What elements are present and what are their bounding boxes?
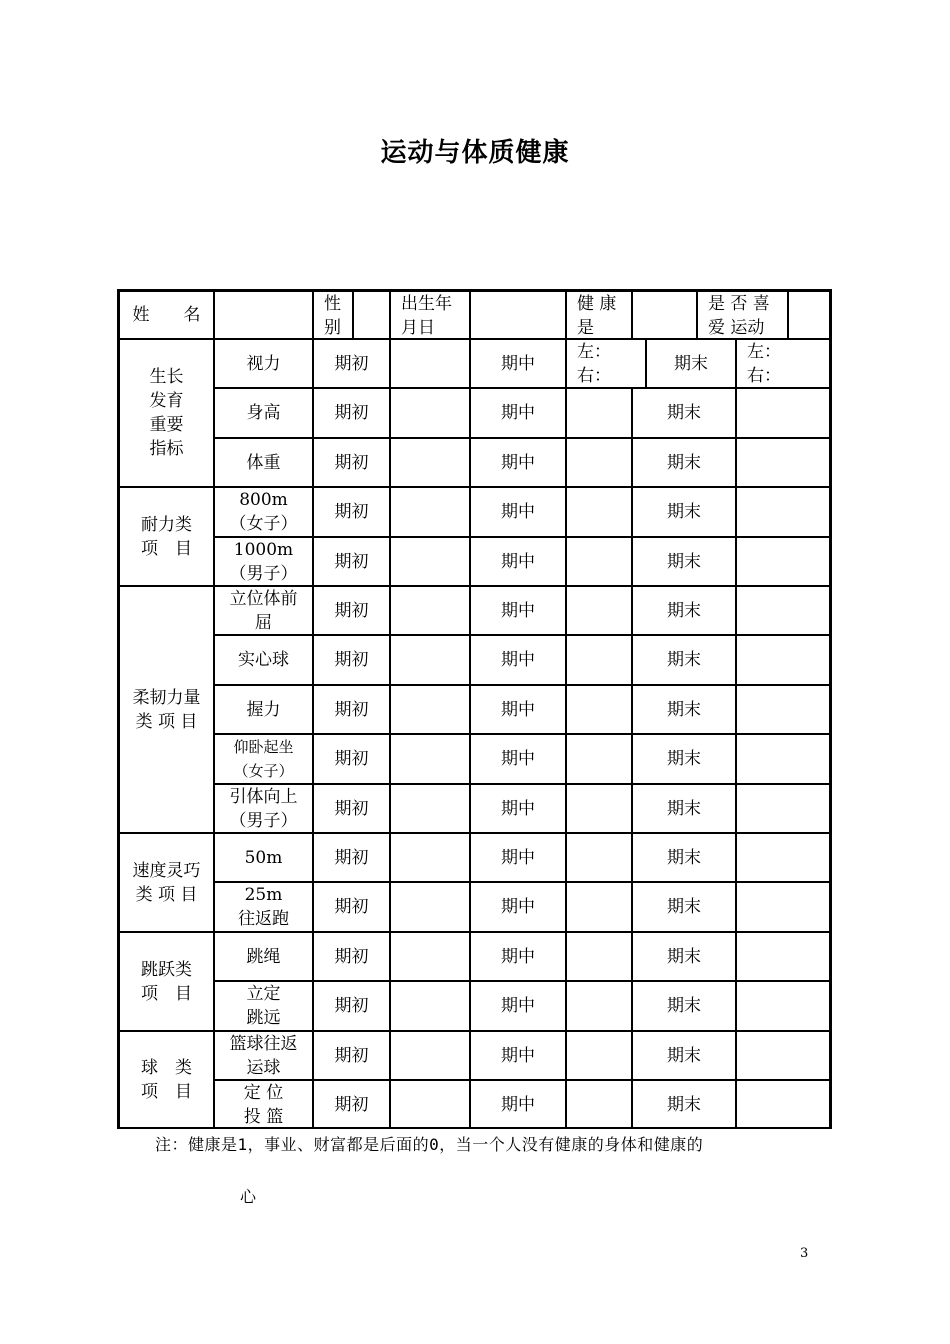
period-start-label: 期初 [313,537,390,586]
period-end-label: 期末 [646,339,736,388]
period-mid-label: 期中 [470,537,566,586]
footnote-continuation: 心 [240,1187,257,1206]
birth-label-cell: 出生年 月日 [390,291,470,339]
period-mid-label: 期中 [470,339,566,388]
table-outer-border [117,289,832,1129]
period-mid-label: 期中 [470,932,566,981]
period-start-label: 期初 [313,833,390,882]
item-cell: 800m （女子） [214,487,313,537]
gender-label-cell: 性 别 [313,291,353,339]
vision-mid-lr: 左： 右： [566,339,646,388]
item-cell: 跳绳 [214,932,313,981]
period-end-label: 期末 [632,981,736,1031]
period-start-label: 期初 [313,1031,390,1080]
group-cell: 生长 发育 重要 指标 [119,339,214,487]
item-cell: 立位体前 屈 [214,586,313,635]
period-end-label: 期末 [632,388,736,438]
period-end-label: 期末 [632,784,736,833]
period-mid-label: 期中 [470,438,566,487]
period-start-label: 期初 [313,586,390,635]
period-mid-label: 期中 [470,586,566,635]
period-mid-label: 期中 [470,833,566,882]
period-end-label: 期末 [632,537,736,586]
group-cell: 跳跃类 项 目 [119,932,214,1031]
period-start-label: 期初 [313,685,390,734]
item-cell: 篮球往返 运球 [214,1031,313,1080]
item-cell: 视力 [214,339,313,388]
vision-end-lr: 左： 右： [736,339,830,388]
period-end-label: 期末 [632,1031,736,1080]
period-start-label: 期初 [313,734,390,784]
item-cell: 引体向上 （男子） [214,784,313,833]
period-end-label: 期末 [632,487,736,537]
period-mid-label: 期中 [470,388,566,438]
item-cell: 立定 跳远 [214,981,313,1031]
period-end-label: 期末 [632,438,736,487]
period-mid-label: 期中 [470,981,566,1031]
period-start-label: 期初 [313,784,390,833]
period-end-label: 期末 [632,586,736,635]
period-start-label: 期初 [313,388,390,438]
period-mid-label: 期中 [470,635,566,685]
period-start-label: 期初 [313,981,390,1031]
period-mid-label: 期中 [470,784,566,833]
item-cell: 握力 [214,685,313,734]
health-label-cell: 健 康 是 [566,291,632,339]
period-mid-label: 期中 [470,685,566,734]
page-number: 3 [800,1246,809,1261]
name-label-cell: 姓 名 [119,291,214,339]
period-end-label: 期末 [632,734,736,784]
period-mid-label: 期中 [470,1031,566,1080]
period-end-label: 期末 [632,635,736,685]
period-mid-label: 期中 [470,734,566,784]
period-mid-label: 期中 [470,487,566,537]
period-start-label: 期初 [313,1080,390,1129]
item-cell: 实心球 [214,635,313,685]
group-cell: 耐力类 项 目 [119,487,214,586]
period-end-label: 期末 [632,833,736,882]
likes-sport-label-cell: 是 否 喜 爱 运动 [697,291,788,339]
period-start-label: 期初 [313,487,390,537]
group-cell: 柔韧力量 类 项 目 [119,586,214,833]
period-start-label: 期初 [313,438,390,487]
item-cell: 1000m （男子） [214,537,313,586]
item-cell: 仰卧起坐 （女子） [214,734,313,784]
period-start-label: 期初 [313,932,390,981]
item-cell: 身高 [214,388,313,438]
group-cell: 球 类 项 目 [119,1031,214,1129]
period-start-label: 期初 [313,339,390,388]
period-mid-label: 期中 [470,882,566,932]
period-end-label: 期末 [632,882,736,932]
group-cell: 速度灵巧 类 项 目 [119,833,214,932]
page-title: 运动与体质健康 [380,138,570,168]
footnote: 注：健康是1，事业、财富都是后面的0，当一个人没有健康的身体和健康的 [155,1135,704,1154]
period-start-label: 期初 [313,635,390,685]
period-mid-label: 期中 [470,1080,566,1129]
period-start-label: 期初 [313,882,390,932]
item-cell: 体重 [214,438,313,487]
item-cell: 25m 往返跑 [214,882,313,932]
period-end-label: 期末 [632,685,736,734]
item-cell: 定 位 投 篮 [214,1080,313,1129]
period-end-label: 期末 [632,1080,736,1129]
item-cell: 50m [214,833,313,882]
period-end-label: 期末 [632,932,736,981]
